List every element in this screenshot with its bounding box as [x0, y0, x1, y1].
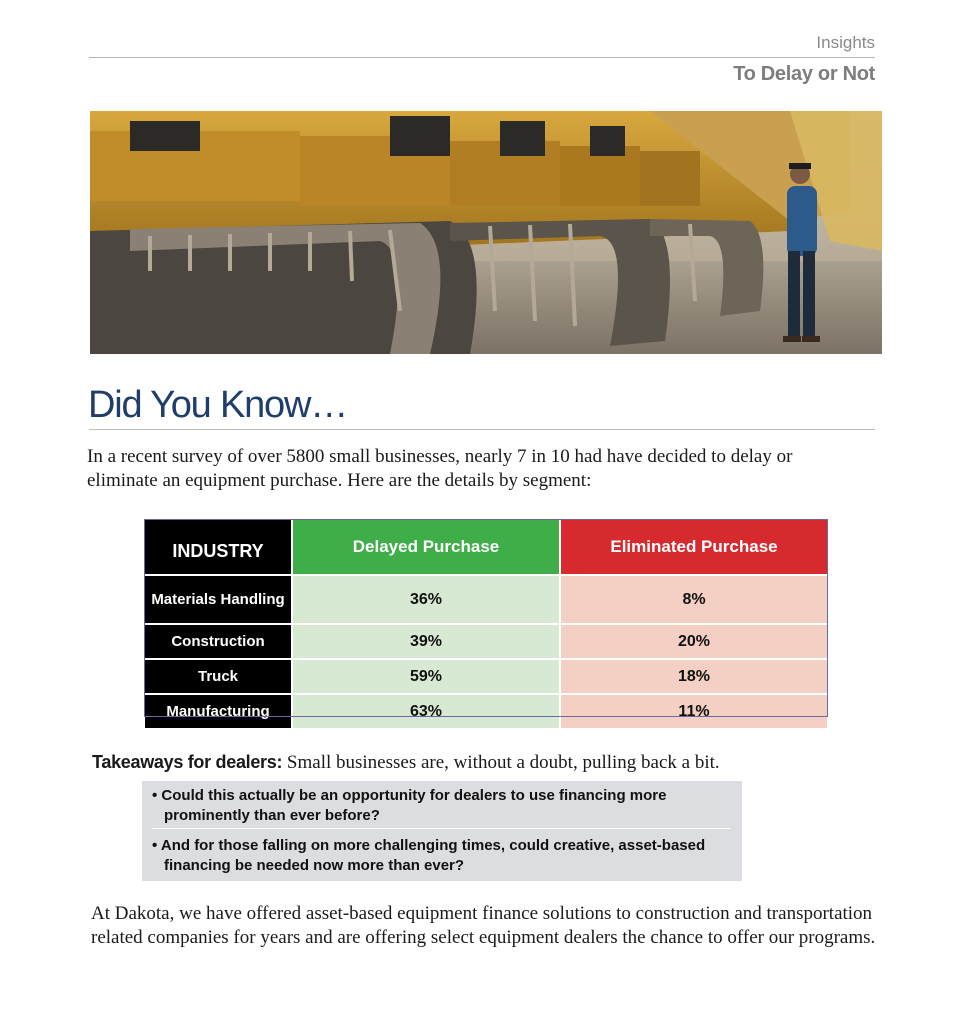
delayed-cell: 63%: [292, 694, 560, 728]
article-title: To Delay or Not: [733, 63, 875, 85]
takeaways-line: [92, 752, 720, 774]
closing-paragraph: At Dakota, we have offered asset-based equipment finance solutions to construction and transportation related companies for years and are offering select equipment dealers the chance to offer our programs.: [91, 903, 876, 948]
eliminated-cell: 18%: [560, 659, 827, 694]
industry-cell: Manufacturing: [145, 694, 292, 728]
delayed-cell: 36%: [292, 575, 560, 624]
table-row: [145, 575, 827, 624]
industry-cell: Materials Handling: [145, 575, 292, 624]
callout-bullet: • Could this actually be an opportunity for dealers to use financing more prominently than ever before?: [152, 787, 667, 824]
header-divider: [89, 57, 875, 58]
section-heading: Did You Know…: [88, 384, 348, 426]
callout-bullet: • And for those falling on more challenging times, could creative, asset-based financing be needed now more than ever?: [152, 837, 706, 874]
table-row: [145, 694, 827, 728]
survey-table: [145, 520, 827, 728]
hero-photo: [90, 111, 882, 354]
takeaways-text: Small businesses are, without a doubt, pulling back a bit.: [282, 752, 720, 773]
eliminated-cell: 8%: [560, 575, 827, 624]
intro-paragraph: In a recent survey of over 5800 small businesses, nearly 7 in 10 had have decided to delay or eliminate an equipment purchase. Here are the details by segment:: [87, 446, 793, 491]
table-row: [145, 659, 827, 694]
industry-cell: Construction: [145, 624, 292, 659]
table-row: [145, 624, 827, 659]
eliminated-cell: 20%: [560, 624, 827, 659]
callout-divider: [152, 828, 730, 829]
header-industry: INDUSTRY: [145, 520, 292, 575]
takeaways-callout: [142, 781, 742, 881]
section-label: Insights: [816, 33, 875, 52]
industry-cell: Truck: [145, 659, 292, 694]
equipment-photo-icon: [90, 111, 882, 354]
delayed-cell: 59%: [292, 659, 560, 694]
header-delayed: Delayed Purchase: [292, 520, 560, 575]
eliminated-cell: 11%: [560, 694, 827, 728]
takeaways-lead: Takeaways for dealers:: [92, 752, 283, 772]
heading-divider: [89, 429, 875, 430]
delayed-cell: 39%: [292, 624, 560, 659]
header-eliminated: Eliminated Purchase: [560, 520, 827, 575]
